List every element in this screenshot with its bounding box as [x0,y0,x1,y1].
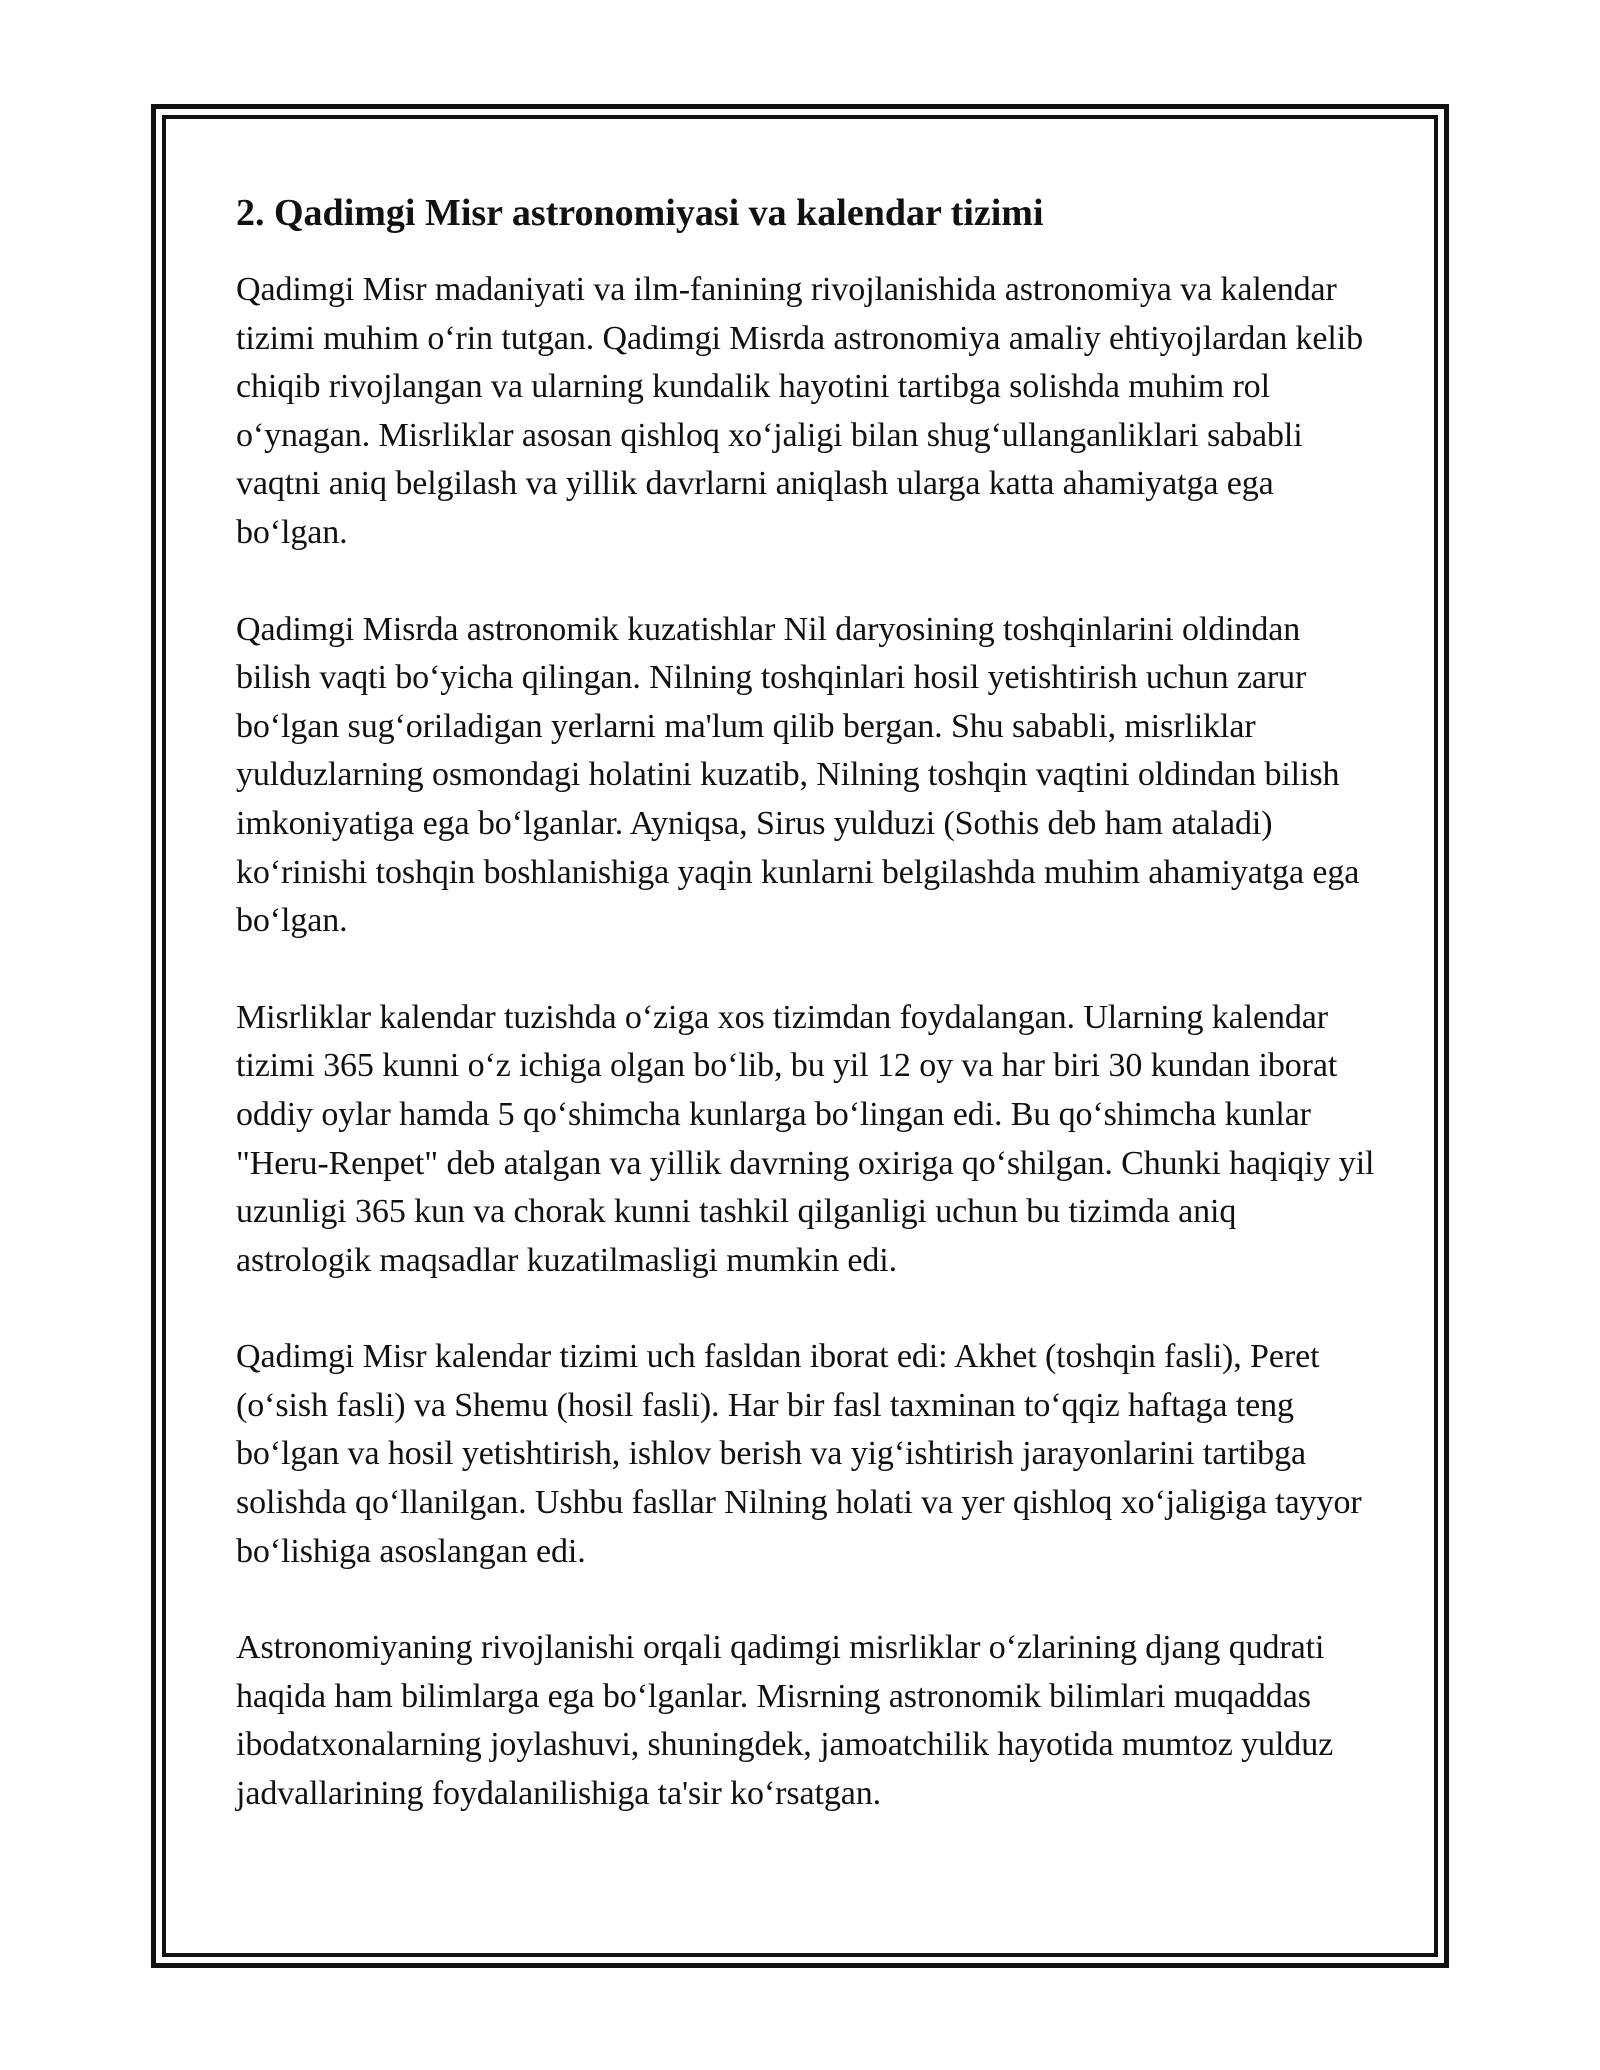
paragraph-nile-observations: Qadimgi Misrda astronomik kuzatishlar Nil daryosining toshqinlarini oldindan bilish vaqti bo‘yicha qilingan. Nilning toshqinlari hosil yetishtirish uchun zarur bo‘lgan sug‘oriladigan yerlarni ma'lum qilib bergan. Shu sababli, misrliklar yulduzlarning osmondagi holatini kuzatib, Nilning toshqin vaqtini oldindan bilish imkoniyatiga ega bo‘lganlar. Ayniqsa, Sirus yulduzi (Sothis deb ham ataladi) ko‘rinishi toshqin boshlanishiga yaqin kunlarni belgilashda muhim ahamiyatga ega bo‘lgan. [236,610,1360,940]
paragraph-seasons: Qadimgi Misr kalendar tizimi uch fasldan iborat edi: Akhet (toshqin fasli), Peret (o‘sish fasli) va Shemu (hosil fasli). Har bir fasl taxminan to‘qqiz haftaga teng bo‘lgan va hosil yetishtirish, ishlov berish va yig‘ishtirish jarayonlarini tartibga solishda qo‘llanilgan. Ushbu fasllar Nilning holati va yer qishloq xo‘jaligiga tayyor bo‘lishiga asoslangan edi. [236,1338,1362,1570]
paragraph-astronomy-knowledge: Astronomiyaning rivojlanishi orqali qadimgi misrliklar o‘zlarining djang qudrati haqida ham bilimlarga ega bo‘lganlar. Misrning astronomik bilimlari muqaddas ibodatxonalarning joylashuvi, shuningdek, jamoatchilik hayotida mumtoz yulduz jadvallarining foydalanilishiga ta'sir ko‘rsatgan. [236,1629,1334,1813]
section-heading: 2. Qadimgi Misr astronomiyasi va kalendar tizimi [236,192,1044,234]
paragraph-calendar-system: Misrliklar kalendar tuzishda o‘ziga xos tizimdan foydalangan. Ularning kalendar tizimi 365 kunni o‘z ichiga olgan bo‘lib, bu yil 12 oy va har biri 30 kundan iborat oddiy oylar hamda 5 qo‘shimcha kunlarga bo‘lingan edi. Bu qo‘shimcha kunlar "Heru-Renpet" deb atalgan va yillik davrning oxiriga qo‘shilgan. Chunki haqiqiy yil uzunligi 365 kun va chorak kunni tashkil qilganligi uchun bu tizimda aniq astrologik maqsadlar kuzatilmasligi mumkin edi. [236,998,1375,1279]
document-body [236,186,1376,1819]
paragraph-intro: Qadimgi Misr madaniyati va ilm-fanining rivojlanishida astronomiya va kalendar tizimi muhim o‘rin tutgan. Qadimgi Misrda astronomiya amaliy ehtiyojlardan kelib chiqib rivojlangan va ularning kundalik hayotini tartibga solishda muhim rol o‘ynagan. Misrliklar asosan qishloq xo‘jaligi bilan shug‘ullanganliklari sababli vaqtni aniq belgilash va yillik davrlarni aniqlash ularga katta ahamiyatga ega bo‘lgan. [236,271,1363,551]
